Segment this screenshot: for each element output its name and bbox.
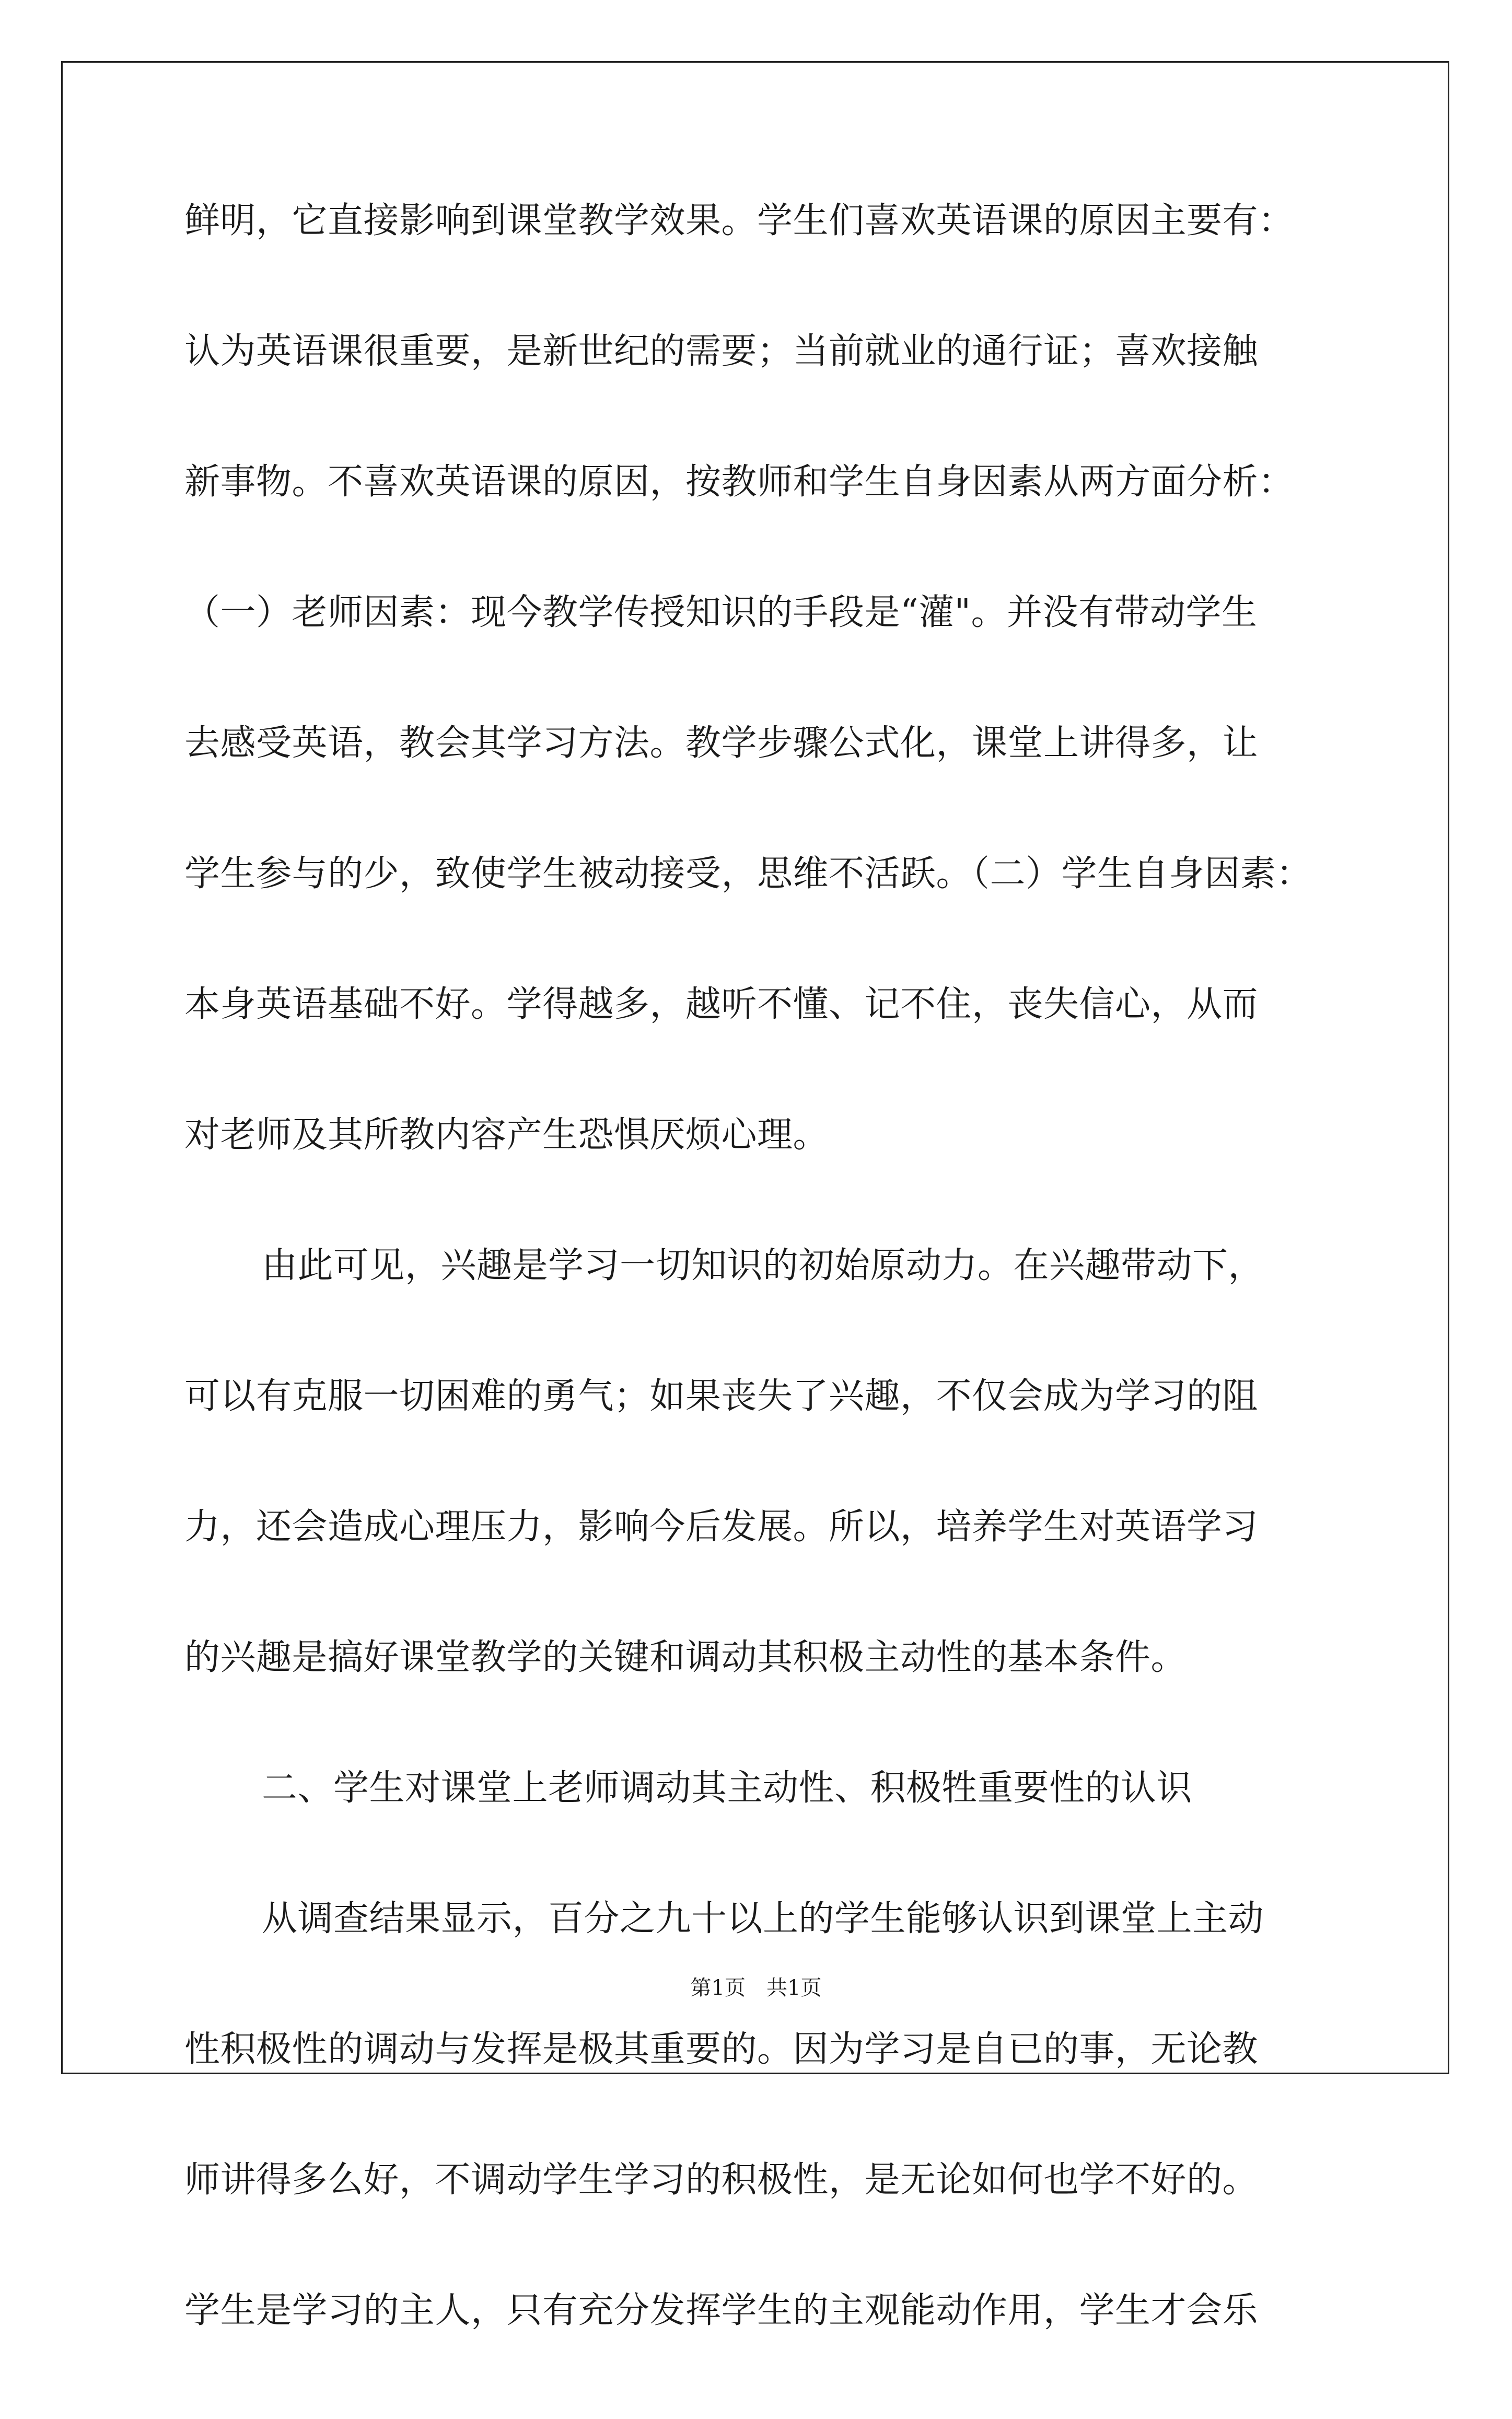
text-line: 新事物。不喜欢英语课的原因，按教师和学生自身因素从两方面分析：	[184, 461, 1294, 503]
text-line: 性积极性的调动与发挥是极其重要的。因为学习是自已的事，无论教	[184, 2029, 1259, 2070]
text-line: 师讲得多么好，不调动学生学习的积极性，是无论如何也学不好的。	[184, 2159, 1259, 2201]
text-line: 对老师及其所教内容产生恐惧厌烦心理。	[184, 1114, 829, 1156]
text-line: 去感受英语，教会其学习方法。教学步骤公式化，课堂上讲得多，让	[184, 723, 1259, 764]
paragraph-start-line: 由此可见，兴趣是学习一切知识的初始原动力。在兴趣带动下，	[262, 1245, 1264, 1286]
text-line: 力，还会造成心理压力，影响今后发展。所以，培养学生对英语学习	[184, 1506, 1259, 1548]
document-body	[184, 199, 1329, 2419]
text-line: 可以有克服一切困难的勇气；如果丧失了兴趣，不仅会成为学习的阻	[184, 1376, 1259, 1417]
page-number-footer: 第1页 共1页	[690, 1976, 822, 2000]
text-line: 学生参与的少，致使学生被动接受，思维不活跃。（二）学生自身因素：	[184, 853, 1312, 894]
paragraph-start-line: 从调查结果显示，百分之九十以上的学生能够认识到课堂上主动	[262, 1898, 1264, 1939]
section-heading: 二、学生对课堂上老师调动其主动性、积极牲重要性的认识	[262, 1767, 1193, 1809]
text-line: 认为英语课很重要，是新世纪的需要；当前就业的通行证；喜欢接触	[184, 331, 1259, 372]
text-line: （一）老师因素：现今教学传授知识的手段是“灌"。并没有带动学生	[184, 592, 1258, 633]
text-line: 学生是学习的主人，只有充分发挥学生的主观能动作用，学生才会乐	[184, 2290, 1259, 2331]
text-line: 鲜明，它直接影响到课堂教学效果。学生们喜欢英语课的原因主要有：	[184, 200, 1294, 241]
text-line: 本身英语基础不好。学得越多，越听不懂、记不住，丧失信心，从而	[184, 984, 1259, 1025]
text-line: 的兴趣是搞好课堂教学的关键和调动其积极主动性的基本条件。	[184, 1637, 1187, 1678]
